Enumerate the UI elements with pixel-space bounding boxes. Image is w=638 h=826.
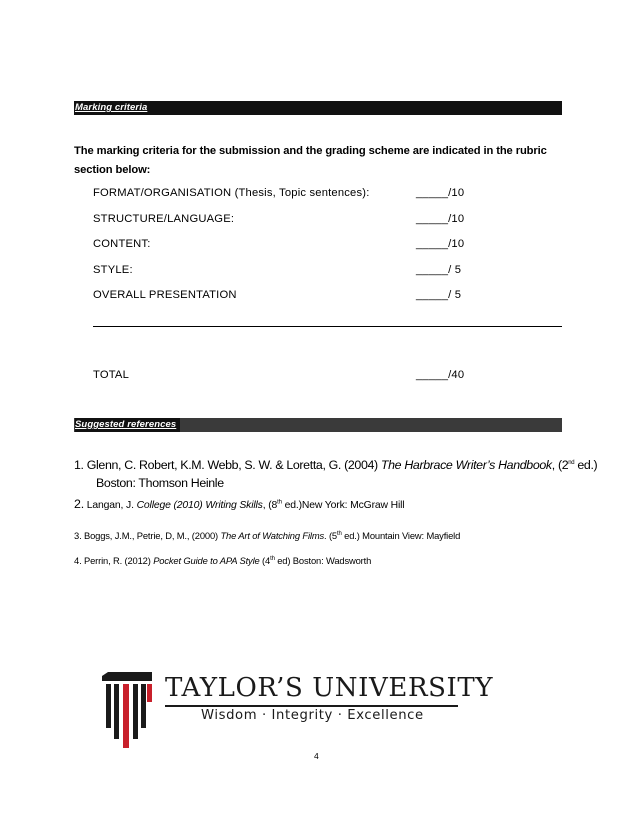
criterion-score-blank: _____/10 [416, 213, 465, 225]
suggested-references-header-bar [74, 418, 562, 432]
reference-title: Pocket Guide to APA Style [153, 555, 260, 566]
reference-item-2 [74, 497, 404, 511]
reference-text: (4 [259, 555, 271, 566]
reference-number: 2. [74, 497, 85, 511]
reference-text: 3. Boggs, J.M., Petrie, D, M., (2000) [74, 530, 221, 541]
reference-superscript: th [277, 499, 282, 506]
criterion-label: STYLE: [93, 264, 133, 276]
criterion-row [93, 288, 563, 302]
reference-superscript: nd [568, 459, 575, 466]
criterion-label: STRUCTURE/LANGUAGE: [93, 213, 235, 225]
criterion-score-blank: _____/ 5 [416, 289, 462, 301]
criterion-row [93, 237, 563, 251]
reference-item-4 [74, 555, 371, 566]
university-name: TAYLOR’S UNIVERSITY [165, 673, 494, 703]
reference-text: 4. Perrin, R. (2012) [74, 555, 154, 566]
criterion-label: CONTENT: [93, 238, 151, 250]
reference-text: Langan, J. [84, 500, 137, 511]
reference-item-3 [74, 530, 460, 541]
criterion-score-blank: _____/ 5 [416, 264, 462, 276]
reference-superscript: th [270, 555, 275, 562]
reference-text: ed) Boston: Wadsworth [274, 555, 372, 566]
university-tagline: Wisdom · Integrity · Excellence [201, 708, 424, 723]
reference-item-1-line2: Boston: Thomson Heinle [96, 476, 224, 490]
reference-text: , (2 [551, 458, 569, 472]
reference-text: ed.) Mountain View: Mayfield [341, 530, 461, 541]
criterion-label: OVERALL PRESENTATION [93, 289, 237, 301]
reference-item-1 [74, 458, 597, 472]
reference-title: The Art of Watching Films [220, 530, 325, 541]
criteria-divider [93, 326, 562, 327]
criterion-score-blank: _____/10 [416, 187, 465, 199]
marking-criteria-header: Marking criteria [75, 101, 151, 115]
reference-text: . (5 [324, 530, 337, 541]
reference-text: , (8 [262, 500, 278, 511]
criterion-score-blank: _____/10 [416, 238, 465, 250]
reference-superscript: th [336, 530, 342, 537]
reference-text: ed.) [574, 458, 598, 472]
criterion-row [93, 186, 563, 200]
marking-intro: The marking criteria for the submission and the grading scheme are indicated in the rubric section below: [74, 145, 547, 176]
criterion-row [93, 263, 563, 277]
page-number: 4 [314, 751, 319, 761]
total-row [93, 368, 563, 382]
reference-title: College (2010) Writing Skills [136, 500, 263, 511]
reference-text: 1. Glenn, C. Robert, K.M. Webb, S. W. & Loretta, G. (2004) [74, 458, 381, 472]
suggested-references-header: Suggested references [75, 418, 180, 432]
criterion-label: FORMAT/ORGANISATION (Thesis, Topic sentences): [93, 187, 370, 199]
logo-divider [165, 705, 458, 707]
criterion-row [93, 212, 563, 226]
total-label: TOTAL [93, 369, 130, 381]
reference-title: The Harbrace Writer’s Handbook [380, 458, 552, 472]
marking-criteria-header-bar [74, 101, 562, 115]
total-score-blank: _____/40 [416, 369, 465, 381]
reference-text: ed.)New York: McGraw Hill [281, 500, 405, 511]
university-crest-icon [100, 670, 160, 748]
university-logo [100, 670, 494, 750]
